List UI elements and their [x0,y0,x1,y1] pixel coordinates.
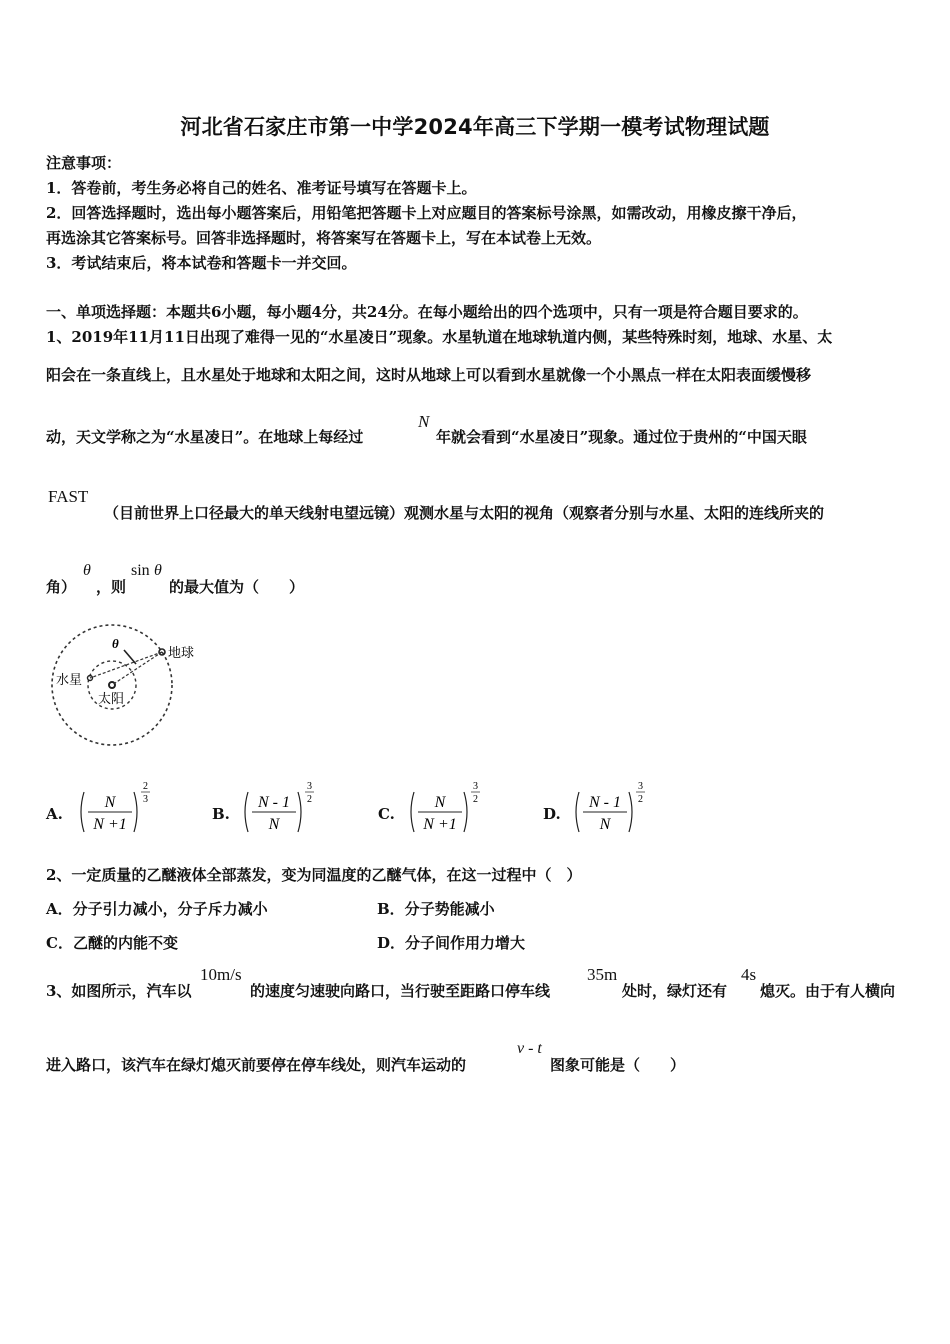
q1-orbit-figure [46,620,195,755]
notice-item-1: 1．答卷前，考生务必将自己的姓名、准考证号填写在答题卡上。 [46,179,477,197]
fig-sun-label: 太阳 [98,692,125,707]
q2-option-d: D．分子间作用力增大 [377,934,526,952]
q1-theta: θ [83,562,91,579]
q1-option-d-exp-num: 3 [638,781,643,792]
q3-speed: 10m/s [200,965,242,984]
q2-stem: 2、一定质量的乙醚液体全部蒸发，变为同温度的乙醚气体，在这一过程中（ ） [46,866,582,884]
q3-vt: v - t [517,1040,542,1057]
q1-fast: FAST [48,487,89,506]
q3-distance: 35m [587,965,618,984]
q1-option-d-num: N - 1 [589,794,621,811]
q1-option-a-label: A. [46,805,63,823]
q1-option-c-num: N [434,794,446,811]
q1-line2: 阳会在一条直线上，且水星处于地球和太阳之间，这时从地球上可以看到水星就像一个小黑点一样在太阳表面缓慢移 [46,366,812,384]
earth-sun-line [112,652,162,685]
q3-part3: 处时，绿灯还有 [622,982,728,1000]
q1-option-b-exp-den: 2 [307,794,312,805]
q1-line3a: 动，天文学称之为“水星凌日”。在地球上每经过 [46,428,364,446]
q1-sin-theta: θ [154,562,162,579]
q1-option-b-expr [238,780,318,844]
q3-time: 4s [741,965,757,984]
notice-heading: 注意事项： [46,154,122,172]
q3-part6: 图象可能是（ ） [550,1056,686,1074]
q1-line5c: 的最大值为（ ） [169,578,305,596]
q1-option-a-exp-den: 3 [143,794,148,805]
q2-option-c: C．乙醚的内能不变 [46,934,178,952]
q1-option-a-num: N [104,794,116,811]
q3-part4: 熄灭。由于有人横向 [760,982,896,1000]
notice-item-2-cont: 再选涂其它答案标号。回答非选择题时，将答案写在答题卡上，写在本试卷上无效。 [46,229,602,247]
q1-option-a-exp-num: 2 [143,781,148,792]
q1-sin: sin [131,562,150,579]
q3-part2: 的速度匀速驶向路口，当行驶至距路口停车线 [250,982,551,1000]
section1-heading: 一、单项选择题：本题共6小题，每小题4分，共24分。在每小题给出的四个选项中，只有一项是符合题目要求的。 [46,303,808,321]
page-title: 河北省石家庄市第一中学2024年高三下学期一模考试物理试题 [180,115,770,139]
q1-line1: 1、2019年11月11日出现了难得一见的“水星凌日”现象。水星轨道在地球轨道内侧，某些特殊时刻，地球、水星、太 [46,328,833,346]
q1-option-a-expr [74,780,154,844]
fig-mercury-label: 水星 [56,673,83,688]
q1-option-a-den: N +1 [93,816,127,833]
q1-var-n: N [418,412,430,431]
q1-option-b-label: B. [212,805,230,823]
q1-option-d-label: D. [543,805,561,823]
q1-option-c-exp-den: 2 [473,794,478,805]
q1-option-c-exp-num: 3 [473,781,478,792]
notice-item-2: 2．回答选择题时，选出每小题答案后，用铅笔把答题卡上对应题目的答案标号涂黑，如需改动，用橡皮擦干净后， [46,204,807,222]
q1-option-d-exp-den: 2 [638,794,643,805]
q1-option-d-expr [569,780,649,844]
q1-option-d-den: N [599,816,611,833]
q1-option-b-num: N - 1 [258,794,290,811]
q1-line3b: 年就会看到“水星凌日”现象。通过位于贵州的“中国天眼 [436,428,807,446]
q2-option-a: A．分子引力减小，分子斥力减小 [46,900,268,918]
q1-option-c-den: N +1 [423,816,457,833]
q1-option-b-exp-num: 3 [307,781,312,792]
fig-theta-label: θ [112,636,119,651]
q1-option-b-den: N [268,816,280,833]
notice-item-3: 3．考试结束后，将本试卷和答题卡一并交回。 [46,254,357,272]
q1-line5b: ，则 [96,578,127,596]
q1-option-c-expr [404,780,484,844]
q2-option-b: B．分子势能减小 [377,900,495,918]
q1-line5a: 角） [46,578,77,596]
q3-part5: 进入路口，该汽车在绿灯熄灭前要停在停车线处，则汽车运动的 [46,1056,467,1074]
q3-part1: 3、如图所示，汽车以 [46,982,192,1000]
q1-option-c-label: C. [378,805,395,823]
fig-earth-label: 地球 [168,646,195,661]
theta-indicator [124,650,136,664]
q1-line4: （目前世界上口径最大的单天线射电望远镜）观测水星与太阳的视角（观察者分别与水星、太阳的连线所夹的 [104,504,825,522]
